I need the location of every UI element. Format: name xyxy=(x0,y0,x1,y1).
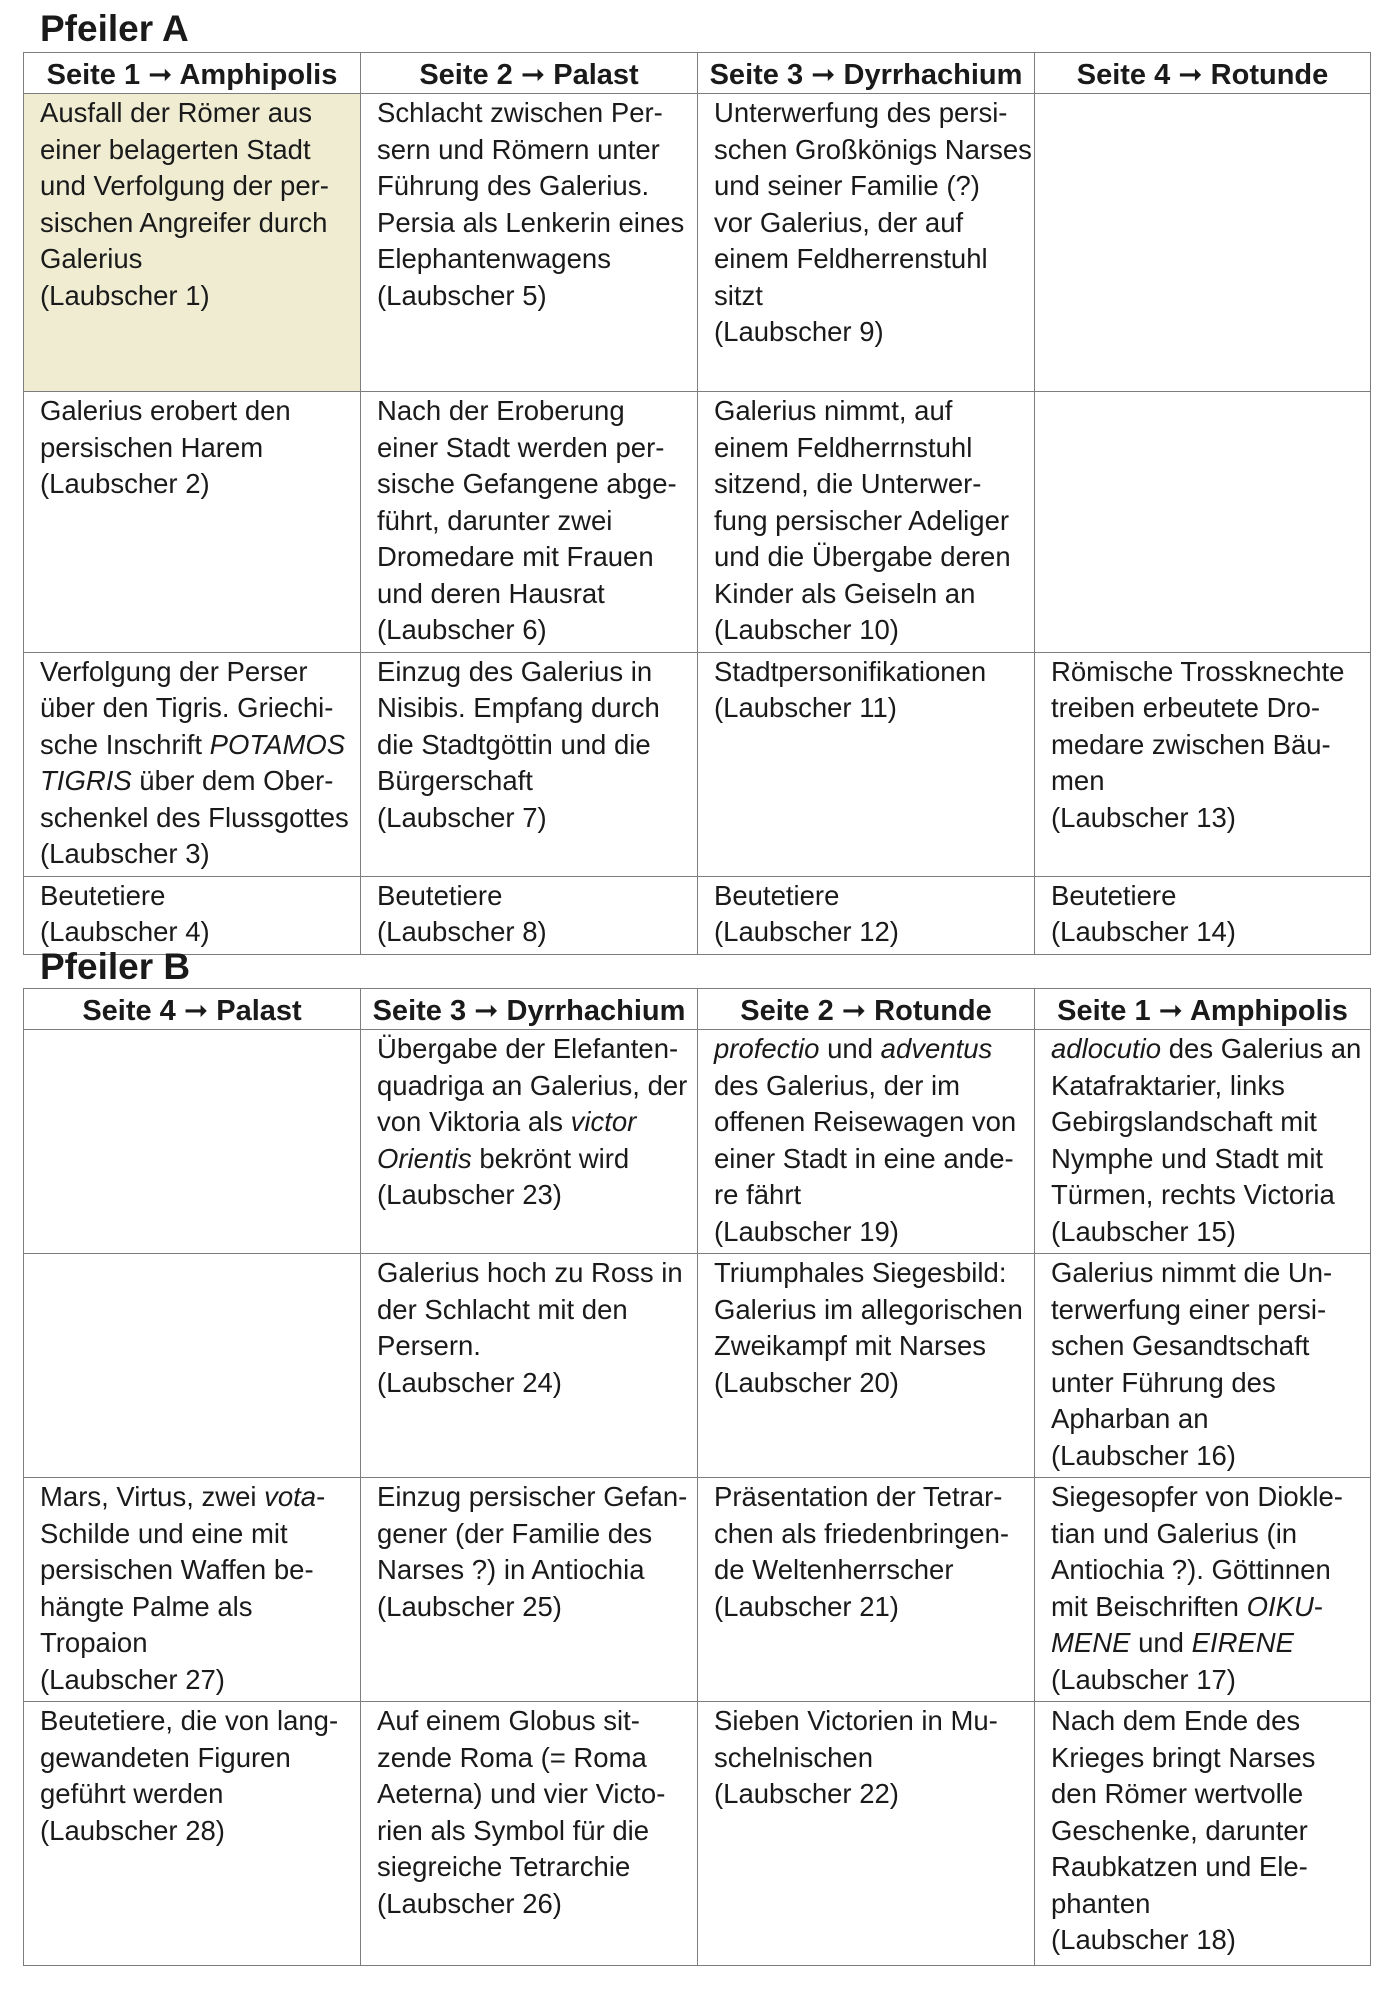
cell-text-line: (Laubscher 5) xyxy=(377,279,547,311)
cell-text-line: Beutetiere xyxy=(40,879,166,911)
cell-text-line: Galerius xyxy=(40,243,143,274)
cell-text-line: des Galerius, der im xyxy=(714,1069,961,1101)
table-row xyxy=(24,1702,1371,1966)
cell-text-line: Galerius nimmt, auf xyxy=(714,395,953,426)
cell-text-line: (Laubscher 20) xyxy=(714,1366,899,1398)
cell-text-line: (Laubscher 4) xyxy=(40,916,210,947)
cell-text-line: persischen Waffen be- xyxy=(40,1554,314,1585)
table-cell xyxy=(698,1030,1035,1254)
cell-text-line: Beutetiere xyxy=(377,879,503,911)
cell-text-line: Nach der Eroberung xyxy=(377,395,625,426)
cell-text-line: Gebirgslandschaft mit xyxy=(1051,1106,1317,1137)
column-header: Seite 4 ➞ Palast xyxy=(24,989,361,1030)
table-cell xyxy=(361,1478,698,1702)
pfeiler-b-title: Pfeiler B xyxy=(40,946,191,987)
cell-text-line: Einzug des Galerius in xyxy=(377,655,653,687)
cell-text-line: (Laubscher 2) xyxy=(40,468,210,499)
table-cell xyxy=(24,1030,361,1254)
table-cell xyxy=(698,94,1035,392)
cell-text-line: Übergabe der Elefanten- xyxy=(377,1033,679,1064)
cell-text-line: (Laubscher 12) xyxy=(714,916,899,947)
column-header: Seite 3 ➞ Dyrrhachium xyxy=(698,53,1035,94)
cell-text-line: Geschenke, darunter xyxy=(1051,1814,1308,1846)
table-cell xyxy=(361,94,698,392)
cell-text-line: Schlacht zwischen Per- xyxy=(377,97,663,128)
cell-text-line: sern und Römern unter xyxy=(377,133,660,165)
cell-text-line: Nisibis. Empfang durch xyxy=(377,692,660,723)
table-header-row xyxy=(24,989,1371,1030)
table-cell xyxy=(698,392,1035,653)
table-cell xyxy=(361,652,698,876)
cell-text-line: Stadtpersonifikationen xyxy=(714,655,987,687)
cell-text-line: von Viktoria als victor xyxy=(377,1106,637,1137)
cell-text-line: Antiochia ?). Göttinnen xyxy=(1051,1554,1331,1585)
cell-text-line: sitzend, die Unterwer- xyxy=(714,468,982,499)
cell-text-line: phanten xyxy=(1051,1887,1151,1919)
table-cell xyxy=(24,876,361,954)
cell-text-line: Präsentation der Tetrar- xyxy=(714,1481,1003,1512)
cell-text-line: men xyxy=(1051,765,1105,796)
table-cell xyxy=(698,1254,1035,1478)
cell-text-line: Unterwerfung des persi- xyxy=(714,97,1008,128)
cell-text-line: (Laubscher 3) xyxy=(40,838,210,869)
cell-text-line: Beutetiere xyxy=(714,879,840,911)
cell-text-line: Dromedare mit Frauen xyxy=(377,541,654,572)
column-header: Seite 3 ➞ Dyrrhachium xyxy=(361,989,698,1030)
table-cell xyxy=(1035,392,1371,653)
cell-text-line: (Laubscher 26) xyxy=(377,1887,562,1919)
cell-text-line: einem Feldherrenstuhl xyxy=(714,243,988,274)
cell-text-line: sische Gefangene abge- xyxy=(377,468,677,499)
table-cell xyxy=(1035,1030,1371,1254)
cell-text-line: hängte Palme als xyxy=(40,1590,253,1622)
cell-text-line: medare zwischen Bäu- xyxy=(1051,728,1331,760)
cell-text-line: Galerius nimmt die Un- xyxy=(1051,1257,1333,1288)
cell-text-line: Orientis bekrönt wird xyxy=(377,1142,630,1174)
table-row xyxy=(24,392,1371,653)
cell-text-line: unter Führung des xyxy=(1051,1366,1276,1398)
table-cell xyxy=(698,1478,1035,1702)
cell-text-line: Verfolgung der Perser xyxy=(40,655,308,687)
cell-text-line: Beutetiere, die von lang- xyxy=(40,1705,339,1736)
table-cell xyxy=(24,1478,361,1702)
cell-text-line: (Laubscher 22) xyxy=(714,1778,899,1809)
cell-text-line: und die Übergabe deren xyxy=(714,541,1011,572)
cell-text-line: quadriga an Galerius, der xyxy=(377,1069,688,1101)
table-row xyxy=(24,1254,1371,1478)
cell-text-line: (Laubscher 10) xyxy=(714,614,899,645)
pfeiler-a-title: Pfeiler A xyxy=(40,8,189,49)
cell-text-line: und Verfolgung der per- xyxy=(40,170,329,201)
table-cell xyxy=(1035,876,1371,954)
cell-text-line: den Römer wertvolle xyxy=(1051,1778,1304,1809)
cell-text-line: schenkel des Flussgottes xyxy=(40,801,349,833)
cell-text-line: (Laubscher 1) xyxy=(40,279,210,311)
cell-text-line: geführt werden xyxy=(40,1778,224,1809)
cell-text-line: (Laubscher 11) xyxy=(714,692,897,723)
cell-text-line: (Laubscher 13) xyxy=(1051,801,1236,833)
cell-text-line: Aeterna) und vier Victo- xyxy=(377,1778,666,1809)
cell-text-line: und seiner Familie (?) xyxy=(714,170,980,201)
cell-text-line: Elephantenwagens xyxy=(377,243,611,274)
cell-text-line: chen als friedenbringen- xyxy=(714,1517,1010,1549)
cell-text-line: Persia als Lenkerin eines xyxy=(377,206,685,238)
cell-text-line: Sieben Victorien in Mu- xyxy=(714,1705,998,1736)
cell-text-line: Schilde und eine mit xyxy=(40,1517,288,1549)
table-cell xyxy=(361,1254,698,1478)
cell-text-line: Krieges bringt Narses xyxy=(1051,1741,1316,1773)
table-cell xyxy=(1035,1254,1371,1478)
table-cell xyxy=(698,1702,1035,1966)
table-cell xyxy=(361,1030,698,1254)
cell-text-line: (Laubscher 19) xyxy=(714,1215,899,1247)
cell-text-line: Raubkatzen und Ele- xyxy=(1051,1851,1308,1882)
cell-text-line: (Laubscher 17) xyxy=(1051,1663,1236,1695)
cell-text-line: Führung des Galerius. xyxy=(377,170,650,201)
table-header-row xyxy=(24,53,1371,94)
cell-text-line: Galerius im allegorischen xyxy=(714,1293,1023,1325)
cell-text-line: zende Roma (= Roma xyxy=(377,1741,647,1773)
cell-text-line: rien als Symbol für die xyxy=(377,1814,650,1846)
cell-text-line: schen Gesandtschaft xyxy=(1051,1330,1310,1361)
table-cell xyxy=(698,876,1035,954)
table-cell xyxy=(361,1702,698,1966)
table-cell xyxy=(1035,1702,1371,1966)
table-cell xyxy=(24,1702,361,1966)
cell-text-line: mit Beischriften OIKU- xyxy=(1051,1590,1324,1622)
cell-text-line: (Laubscher 6) xyxy=(377,614,547,645)
cell-text-line: persischen Harem xyxy=(40,431,264,463)
cell-text-line: Siegesopfer von Diokle- xyxy=(1051,1481,1343,1512)
cell-text-line: der Schlacht mit den xyxy=(377,1293,628,1325)
cell-text-line: Bürgerschaft xyxy=(377,765,533,796)
cell-text-line: (Laubscher 8) xyxy=(377,916,547,947)
cell-text-line: (Laubscher 18) xyxy=(1051,1924,1236,1955)
cell-text-line: einem Feldherrnstuhl xyxy=(714,431,973,463)
pfeiler-b-table xyxy=(23,988,1371,1966)
cell-text-line: (Laubscher 14) xyxy=(1051,916,1236,947)
cell-text-line: Zweikampf mit Narses xyxy=(714,1330,986,1361)
cell-text-line: (Laubscher 7) xyxy=(377,801,547,833)
cell-text-line: de Weltenherrscher xyxy=(714,1554,954,1585)
cell-text-line: profectio und adventus xyxy=(714,1033,993,1064)
table-cell xyxy=(1035,652,1371,876)
table-cell xyxy=(24,1254,361,1478)
cell-text-line: vor Galerius, der auf xyxy=(714,206,964,238)
cell-text-line: Ausfall der Römer aus xyxy=(40,97,313,128)
cell-text-line: terwerfung einer persi- xyxy=(1051,1293,1327,1325)
cell-text-line: Auf einem Globus sit- xyxy=(377,1705,640,1736)
table-cell xyxy=(1035,94,1371,392)
table-cell xyxy=(24,652,361,876)
cell-text-line: re fährt xyxy=(714,1179,802,1210)
cell-text-line: Tropaion xyxy=(40,1627,148,1658)
pfeiler-a-table xyxy=(23,52,1371,955)
cell-text-line: treiben erbeutete Dro- xyxy=(1051,692,1321,723)
table-cell xyxy=(361,392,698,653)
cell-text-line: Kinder als Geiseln an xyxy=(714,577,976,609)
cell-text-line: (Laubscher 9) xyxy=(714,316,884,347)
cell-text-line: (Laubscher 25) xyxy=(377,1590,562,1622)
cell-text-line: MENE und EIRENE xyxy=(1051,1627,1295,1658)
cell-text-line: Narses ?) in Antiochia xyxy=(377,1554,645,1585)
cell-text-line: gewandeten Figuren xyxy=(40,1741,291,1773)
column-header: Seite 4 ➞ Rotunde xyxy=(1035,53,1371,94)
cell-text-line: Katafraktarier, links xyxy=(1051,1069,1285,1101)
cell-text-line: Apharban an xyxy=(1051,1403,1209,1434)
cell-text-line: schen Großkönigs Narses xyxy=(714,133,1032,165)
cell-text-line: (Laubscher 24) xyxy=(377,1366,562,1398)
table-cell xyxy=(698,652,1035,876)
table-row xyxy=(24,94,1371,392)
cell-text-line: Nymphe und Stadt mit xyxy=(1051,1142,1324,1174)
cell-text-line: einer Stadt werden per- xyxy=(377,431,665,463)
cell-text-line: einer Stadt in eine ande- xyxy=(714,1142,1014,1174)
cell-text-line: Persern. xyxy=(377,1330,481,1361)
table-row xyxy=(24,652,1371,876)
cell-text-line: (Laubscher 15) xyxy=(1051,1215,1236,1247)
cell-text-line: Beutetiere xyxy=(1051,879,1177,911)
cell-text-line: führt, darunter zwei xyxy=(377,504,613,536)
column-header: Seite 1 ➞ Amphipolis xyxy=(24,53,361,94)
cell-text-line: Galerius hoch zu Ross in xyxy=(377,1257,683,1288)
table-cell xyxy=(24,392,361,653)
cell-text-line: (Laubscher 16) xyxy=(1051,1439,1236,1471)
cell-text-line: (Laubscher 21) xyxy=(714,1590,899,1622)
cell-text-line: (Laubscher 28) xyxy=(40,1814,225,1846)
cell-text-line: (Laubscher 23) xyxy=(377,1179,562,1210)
cell-text-line: Türmen, rechts Victoria xyxy=(1051,1179,1335,1210)
cell-text-line: sischen Angreifer durch xyxy=(40,206,328,238)
cell-text-line: fung persischer Adeliger xyxy=(714,504,1010,536)
cell-text-line: offenen Reisewagen von xyxy=(714,1106,1017,1137)
column-header: Seite 2 ➞ Rotunde xyxy=(698,989,1035,1030)
table-cell xyxy=(361,876,698,954)
cell-text-line: Einzug persischer Gefan- xyxy=(377,1481,688,1512)
column-header: Seite 1 ➞ Amphipolis xyxy=(1035,989,1371,1030)
cell-text-line: tian und Galerius (in xyxy=(1051,1517,1298,1549)
cell-text-line: Mars, Virtus, zwei vota- xyxy=(40,1481,326,1512)
cell-text-line: Römische Trossknechte xyxy=(1051,655,1345,687)
cell-text-line: siegreiche Tetrarchie xyxy=(377,1851,631,1882)
cell-text-line: TIGRIS über dem Ober- xyxy=(40,765,334,796)
cell-text-line: adlocutio des Galerius an xyxy=(1051,1033,1362,1064)
table-cell-highlighted xyxy=(24,94,361,392)
cell-text-line: Triumphales Siegesbild: xyxy=(714,1257,1007,1288)
cell-text-line: und deren Hausrat xyxy=(377,577,605,609)
cell-text-line: sitzt xyxy=(714,279,763,311)
cell-text-line: über den Tigris. Griechi- xyxy=(40,692,334,723)
cell-text-line: die Stadtgöttin und die xyxy=(377,728,651,760)
cell-text-line: sche Inschrift POTAMOS xyxy=(40,728,346,760)
cell-text-line: gener (der Familie des xyxy=(377,1517,653,1549)
cell-text-line: Nach dem Ende des xyxy=(1051,1705,1301,1736)
table-row xyxy=(24,1030,1371,1254)
column-header: Seite 2 ➞ Palast xyxy=(361,53,698,94)
cell-text-line: schelnischen xyxy=(714,1741,873,1773)
table-row xyxy=(24,1478,1371,1702)
table-cell xyxy=(1035,1478,1371,1702)
cell-text-line: (Laubscher 27) xyxy=(40,1663,225,1695)
cell-text-line: einer belagerten Stadt xyxy=(40,133,311,165)
cell-text-line: Galerius erobert den xyxy=(40,395,291,426)
table-row xyxy=(24,876,1371,954)
